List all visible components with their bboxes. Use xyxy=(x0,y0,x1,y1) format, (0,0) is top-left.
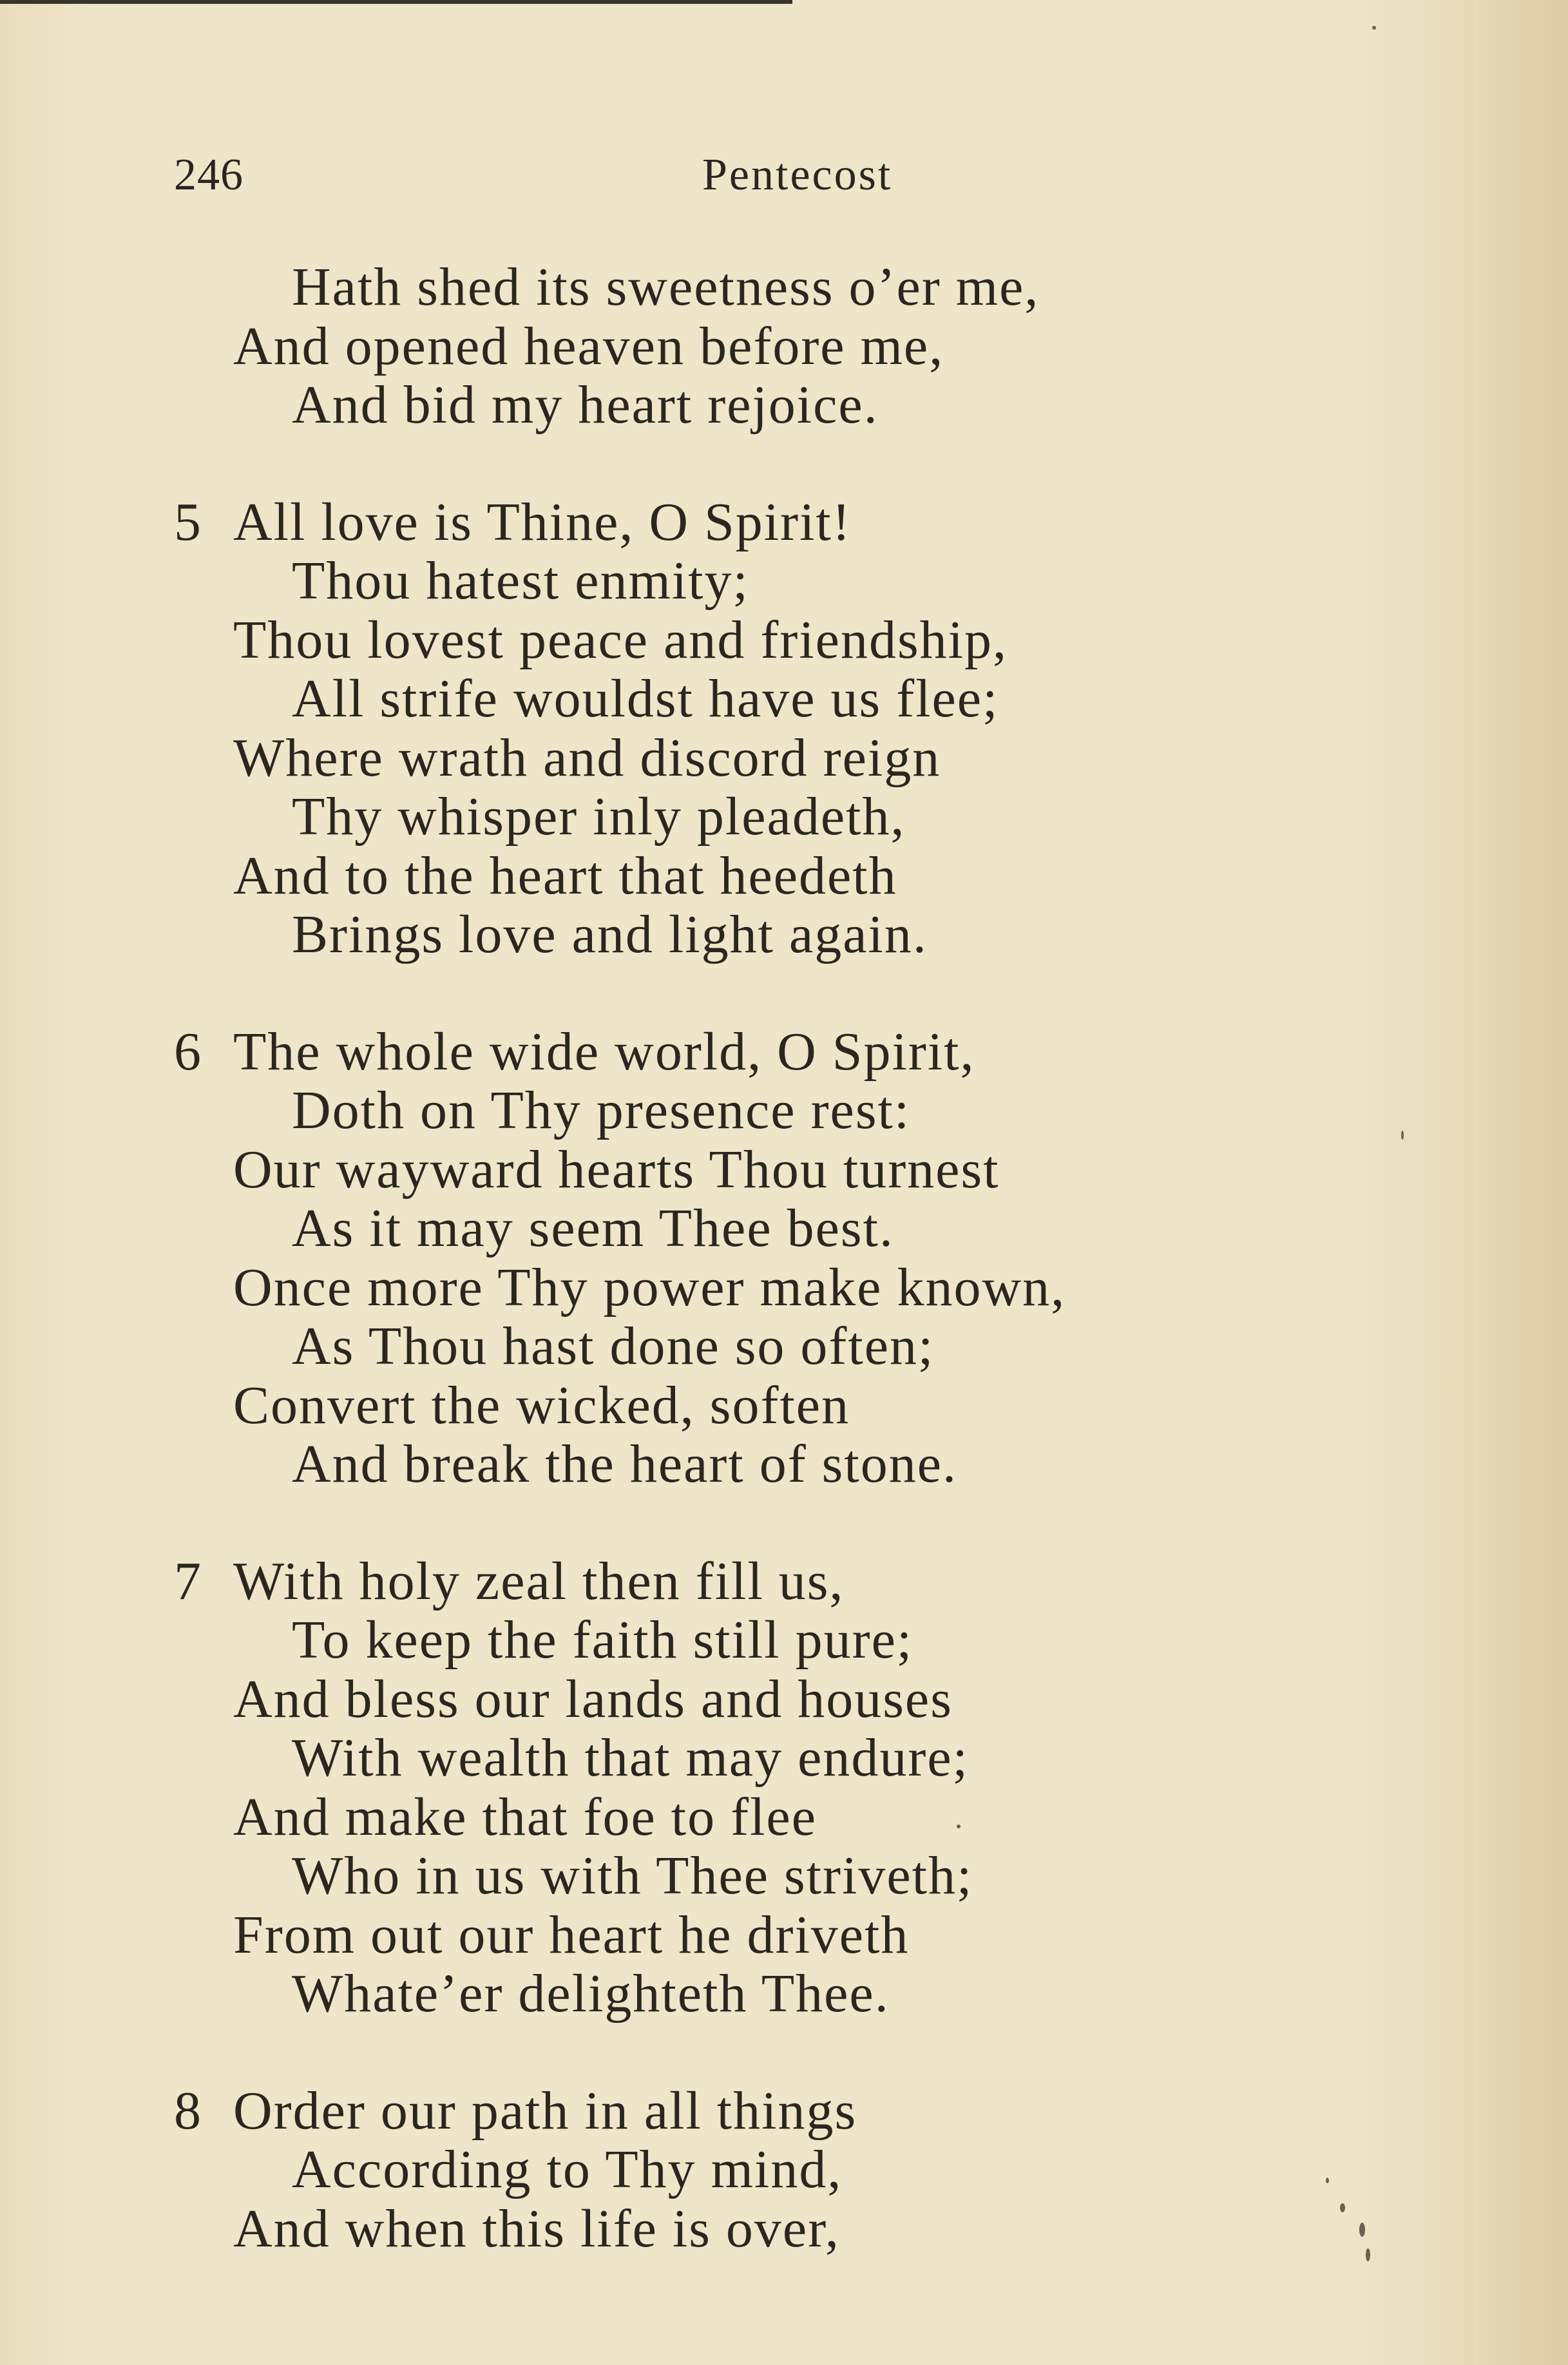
paper-speck xyxy=(1372,26,1376,30)
verse-line xyxy=(174,1022,1398,1082)
verse-line-text: Convert the wicked, soften xyxy=(233,1375,850,1435)
verse-line-text: Doth on Thy presence rest: xyxy=(292,1080,911,1140)
verse-line xyxy=(174,1552,1398,1611)
verse-line xyxy=(174,1140,1398,1200)
verse-line-text: And opened heaven before me, xyxy=(233,316,944,376)
stanza-gap xyxy=(174,435,1398,493)
stanza-number: 5 xyxy=(174,492,202,552)
verse-line xyxy=(174,905,1398,964)
stanza-gap xyxy=(174,2024,1398,2082)
verse-line-text: All strife wouldst have us flee; xyxy=(292,669,999,729)
verse-line xyxy=(174,1376,1398,1435)
verse-line-text: To keep the faith still pure; xyxy=(292,1610,913,1670)
verse-line xyxy=(174,1435,1398,1494)
verse-line xyxy=(174,1906,1398,1965)
verse-line-text: And bid my heart rejoice. xyxy=(292,375,879,435)
verse-line-text: From out our heart he driveth xyxy=(233,1904,910,1965)
verse-line xyxy=(174,2082,1398,2141)
verse-line-text: Thy whisper inly pleadeth, xyxy=(292,787,906,847)
verse-line-text: The whole wide world, O Spirit, xyxy=(233,1021,975,1082)
verse-line xyxy=(174,1964,1398,2024)
verse-line-text: Thou lovest peace and friendship, xyxy=(233,609,1008,670)
stanza-number: 7 xyxy=(174,1551,202,1611)
verse-line-text: Brings love and light again. xyxy=(292,905,928,964)
verse-line xyxy=(174,1611,1398,1670)
verse-line xyxy=(174,2199,1398,2259)
page-number: 246 xyxy=(174,150,244,200)
verse-line xyxy=(174,551,1398,611)
verse-line xyxy=(174,669,1398,729)
hymn-text xyxy=(174,258,1398,2258)
verse-line-text: Order our path in all things xyxy=(233,2080,857,2141)
verse-line xyxy=(174,1728,1398,1788)
verse-line xyxy=(174,729,1398,788)
stanza-number: 6 xyxy=(174,1021,202,1082)
stanza-gap xyxy=(174,1494,1398,1552)
verse-line xyxy=(174,1199,1398,1258)
verse-line-text: All love is Thine, O Spirit! xyxy=(233,492,852,552)
verse-line-text: As Thou hast done so often; xyxy=(292,1316,935,1376)
top-edge-rule xyxy=(0,0,792,4)
verse-line-text: Our wayward hearts Thou turnest xyxy=(233,1139,1000,1200)
verse-line xyxy=(174,493,1398,552)
verse-line xyxy=(174,611,1398,670)
paper-speck xyxy=(1366,2248,1370,2261)
verse-line-text: Once more Thy power make known, xyxy=(233,1257,1066,1317)
verse-line xyxy=(174,1788,1398,1847)
verse-line-text: Where wrath and discord reign xyxy=(233,727,941,788)
verse-line-text: According to Thy mind, xyxy=(292,2140,843,2199)
stanza-number: 8 xyxy=(174,2080,202,2141)
verse-line-text: With wealth that may endure; xyxy=(292,1728,969,1788)
verse-line-text: And to the heart that heedeth xyxy=(233,845,897,906)
verse-line xyxy=(174,847,1398,906)
verse-line-text: Thou hatest enmity; xyxy=(292,551,749,611)
verse-line xyxy=(174,1258,1398,1317)
verse-line xyxy=(174,2140,1398,2199)
verse-line-text: Hath shed its sweetness o’er me, xyxy=(292,257,1040,317)
verse-line xyxy=(174,1846,1398,1906)
verse-line-text: Who in us with Thee striveth; xyxy=(292,1846,973,1906)
verse-line xyxy=(174,1317,1398,1376)
verse-line-text: And bless our lands and houses xyxy=(233,1669,953,1729)
verse-line-text: And break the heart of stone. xyxy=(292,1434,957,1494)
verse-line-text: Whate’er delighteth Thee. xyxy=(292,1964,890,2024)
paper-speck xyxy=(1340,2203,1345,2212)
verse-line-text: As it may seem Thee best. xyxy=(292,1198,894,1258)
verse-line xyxy=(174,317,1398,376)
verse-line xyxy=(174,1670,1398,1729)
stanza-gap xyxy=(174,964,1398,1022)
verse-line-text: And make that foe to flee xyxy=(233,1786,817,1847)
verse-line xyxy=(174,787,1398,847)
paper-speck xyxy=(1359,2223,1365,2237)
running-title: Pentecost xyxy=(702,150,893,200)
paper-speck xyxy=(957,1824,961,1828)
verse-line xyxy=(174,376,1398,435)
paper-speck xyxy=(1326,2178,1329,2183)
verse-line xyxy=(174,258,1398,317)
verse-line-text: With holy zeal then fill us, xyxy=(233,1551,845,1611)
verse-line-text: And when this life is over, xyxy=(233,2198,840,2259)
paper-speck xyxy=(1401,1131,1404,1140)
verse-line xyxy=(174,1081,1398,1140)
